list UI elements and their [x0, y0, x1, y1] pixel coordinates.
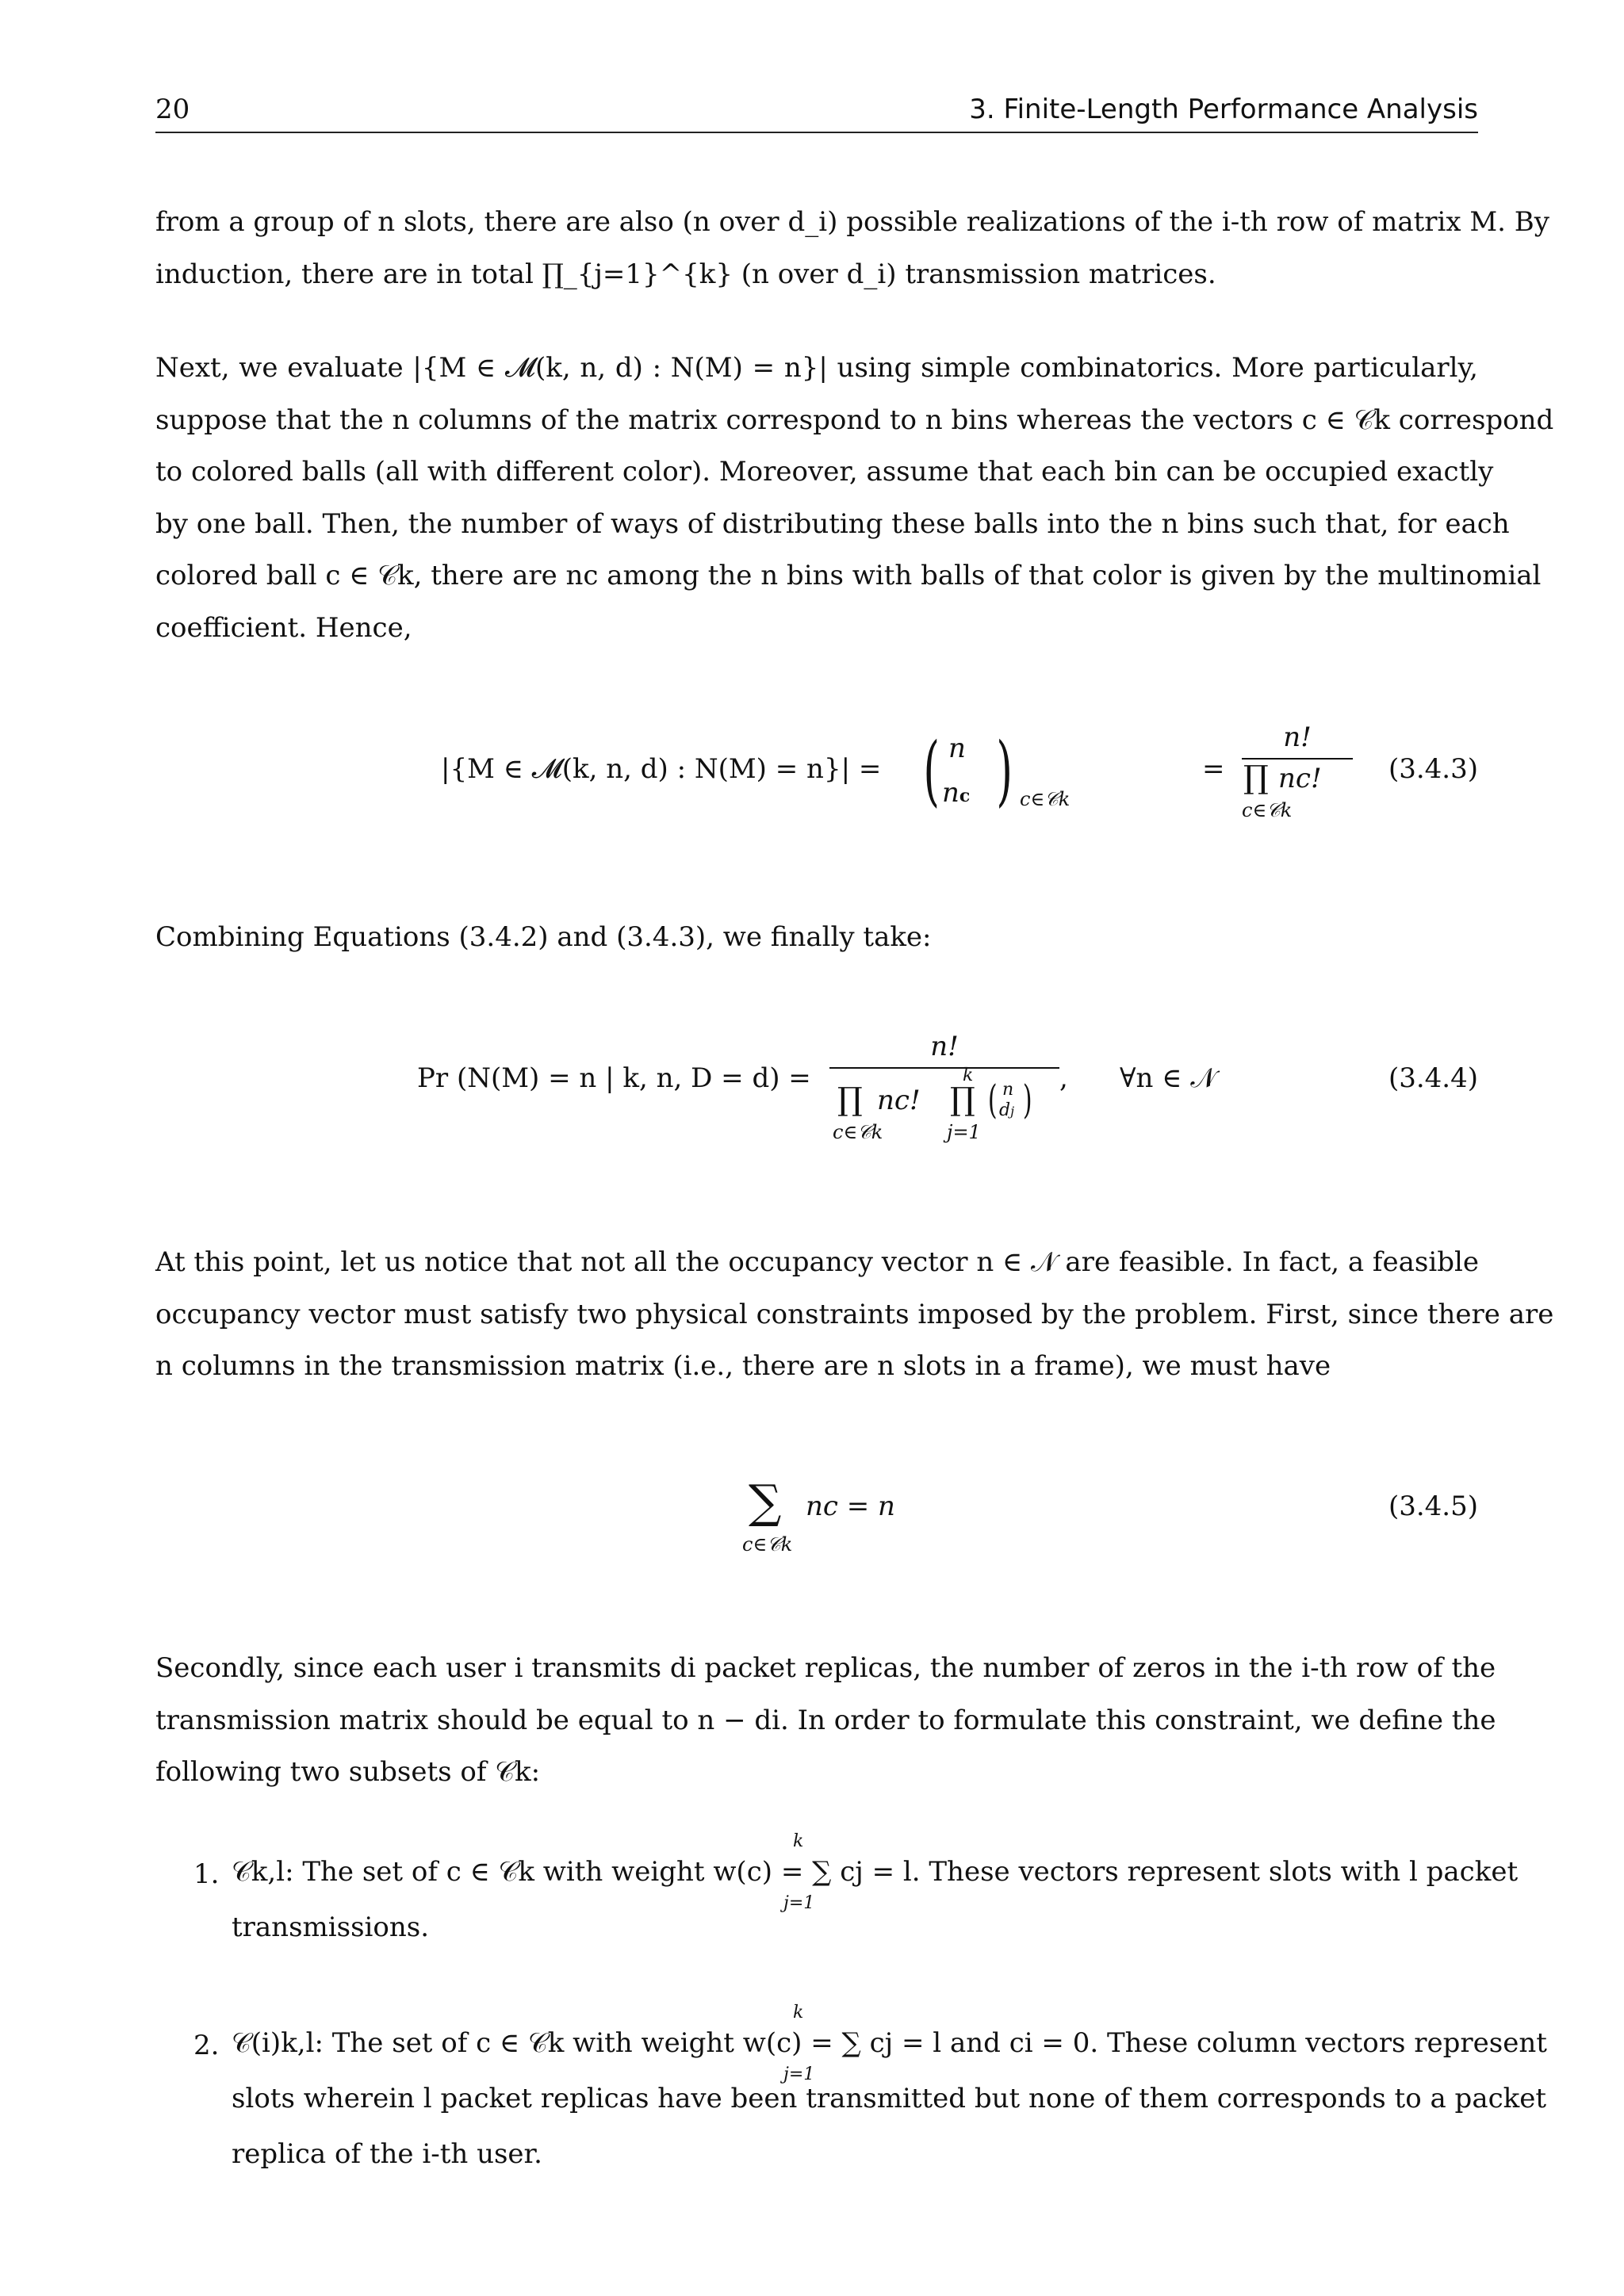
- paragraph-1: [155, 197, 1549, 300]
- frac-numerator: n!: [1283, 721, 1312, 753]
- prod-term: nc!: [1278, 763, 1322, 794]
- equation-3-4-3: |{M ∈ 𝓜(k, n, d) : N(M) = n}| = ( n nc ) c∈𝒞k = n! ∏ nc! c∈𝒞k (3.4.3): [155, 721, 1478, 832]
- binom-bottom: n: [942, 777, 959, 809]
- paragraph-line: colored ball c ∈ 𝒞k, there are nc among the n bins with balls of that color is given by the multinomial: [155, 560, 1542, 591]
- equation-number: (3.4.5): [1388, 1490, 1478, 1522]
- binom-subscript: c∈𝒞k: [1020, 788, 1071, 810]
- list-item: [155, 2003, 1547, 2177]
- paragraph-line: to colored balls (all with different color). Moreover, assume that each bin can be occupied exactly: [155, 456, 1494, 488]
- sum-subscript: j=1: [783, 1893, 815, 1913]
- list-item: [155, 1831, 1519, 1950]
- paragraph-line: n columns in the transmission matrix (i.e., there are n slots in a frame), we must have: [155, 1350, 1331, 1382]
- paragraph-line: occupancy vector must satisfy two physical constraints imposed by the problem. First, since there are: [155, 1298, 1554, 1330]
- eq-forall: ∀n ∈ 𝒩: [1120, 1062, 1216, 1094]
- paragraph-line: Secondly, since each user i transmits di packet replicas, the number of zeros in the i-th row of the: [155, 1652, 1496, 1684]
- prod-subscript: c∈𝒞k: [1242, 799, 1293, 821]
- paragraph-line: At this point, let us notice that not all the occupancy vector n ∈ 𝒩 are feasible. In fact, a feasible: [155, 1246, 1479, 1278]
- frac-numerator: n!: [930, 1031, 959, 1062]
- prod1-subscript: c∈𝒞k: [833, 1121, 883, 1143]
- sum-subscript: c∈𝒞k: [742, 1533, 793, 1556]
- page-number: 20: [155, 94, 190, 125]
- list-line: 𝒞k,l: The set of c ∈ 𝒞k with weight w(c) = ∑ cj = l. These vectors represent slots with l packet: [232, 1856, 1519, 1888]
- prod2-superscript: k: [963, 1066, 974, 1085]
- list-number: 1.: [193, 1858, 220, 1890]
- list-line: transmissions.: [232, 1911, 430, 1943]
- sum-superscript: k: [793, 2003, 804, 2022]
- chapter-title: 3. Finite-Length Performance Analysis: [969, 94, 1478, 125]
- sum-rhs: nc = n: [806, 1490, 895, 1522]
- paragraph-line: induction, there are in total ∏_{j=1}^{k} (n over d_i) transmission matrices.: [155, 258, 1216, 290]
- sum-subscript: j=1: [783, 2064, 815, 2084]
- list-line: slots wherein l packet replicas have been transmitted but none of them corresponds to a packet: [232, 2083, 1547, 2114]
- paragraph-line: Next, we evaluate |{M ∈ 𝓜(k, n, d) : N(M) = n}| using simple combinatorics. More particularly,: [155, 352, 1478, 384]
- prod-symbol: ∏: [1243, 760, 1269, 796]
- paragraph-2: [155, 342, 1554, 654]
- paragraph-5: [155, 1643, 1496, 1799]
- paragraph-line: suppose that the n columns of the matrix correspond to n bins whereas the vectors c ∈ 𝒞k correspond: [155, 404, 1554, 436]
- sum-superscript: k: [793, 1831, 804, 1851]
- equation-3-4-5: [155, 1475, 1478, 1570]
- binom-top: n: [948, 733, 966, 764]
- eq-fraction: [1242, 721, 1353, 831]
- equation-number: (3.4.4): [1388, 1062, 1478, 1094]
- sum-symbol: ∑: [749, 1475, 782, 1529]
- running-header: [155, 87, 1478, 133]
- paragraph-line: following two subsets of 𝒞k:: [155, 1756, 541, 1788]
- paragraph-line: coefficient. Hence,: [155, 611, 412, 644]
- equation-number: (3.4.3): [1388, 753, 1478, 785]
- binom-bottom-sub: c: [959, 786, 971, 806]
- prod2-subscript: j=1: [947, 1121, 981, 1143]
- paragraph-4: [155, 1237, 1554, 1393]
- eq-comma: ,: [1059, 1062, 1068, 1094]
- list-line: replica of the i-th user.: [232, 2138, 542, 2170]
- eq-fraction: n! ∏ nc! c∈𝒞k k ∏ j=1 ( n dj ): [829, 1031, 1059, 1156]
- list-number: 2.: [193, 2030, 220, 2061]
- paragraph-line: transmission matrix should be equal to n − di. In order to formulate this constraint, we define the: [155, 1704, 1496, 1736]
- paragraph-line: by one ball. Then, the number of ways of distributing these balls into the n bins such that, for each: [155, 507, 1510, 540]
- eq-lhs: |{M ∈ 𝓜(k, n, d) : N(M) = n}| =: [441, 753, 882, 785]
- paragraph-3: [155, 912, 1478, 964]
- eq-lhs: Pr (N(M) = n | k, n, D = d) =: [417, 1062, 811, 1094]
- paragraph-line: Combining Equations (3.4.2) and (3.4.3), we finally take:: [155, 921, 932, 953]
- equation-3-4-4: [155, 1031, 1478, 1165]
- list-line: 𝒞(i)k,l: The set of c ∈ 𝒞k with weight w(c) = ∑ cj = l and ci = 0. These column vectors represent: [232, 2027, 1547, 2059]
- prod1-term: nc!: [877, 1085, 921, 1116]
- paragraph-line: from a group of n slots, there are also (n over d_i) possible realizations of the i-th row of matrix M. By: [155, 206, 1549, 238]
